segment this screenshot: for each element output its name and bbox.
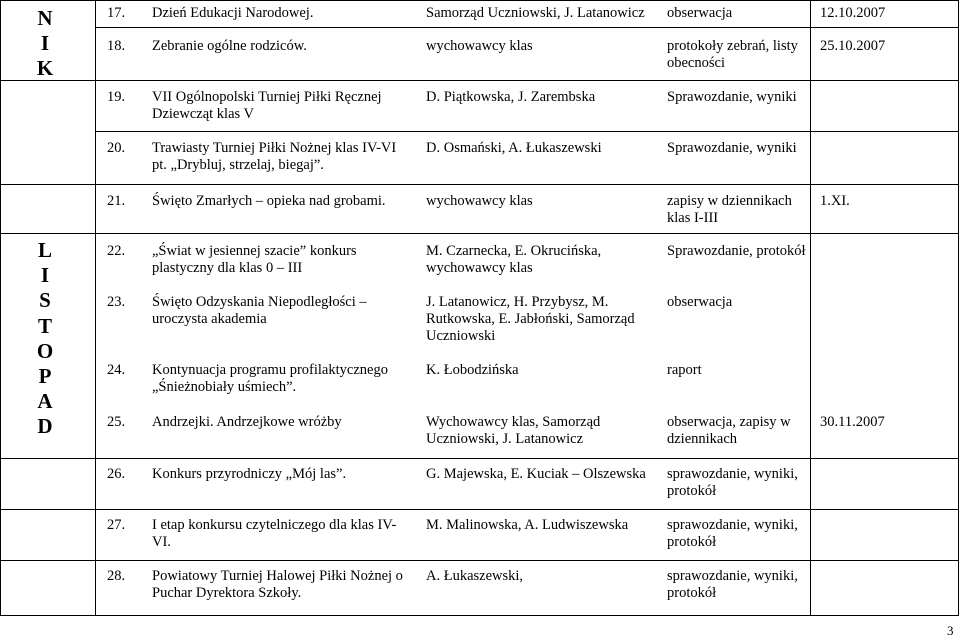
- responsible: A. Łukaszewski,: [426, 568, 524, 584]
- month-letter: N: [37, 6, 53, 30]
- event-date: 12.10.2007: [820, 5, 886, 21]
- responsible: D. Osmański, A. Łukaszewski: [426, 140, 602, 156]
- row-number: 20.: [107, 140, 126, 156]
- documentation: Sprawozdanie, protokół: [667, 243, 806, 259]
- rule: [95, 0, 96, 615]
- event-title: Święto Odzyskania Niepodległości –: [152, 294, 367, 310]
- rule: [0, 560, 959, 561]
- documentation: klas I-III: [667, 210, 719, 226]
- rule: [0, 184, 959, 185]
- rule: [0, 0, 959, 1]
- row-number: 19.: [107, 89, 126, 105]
- row-number: 25.: [107, 414, 126, 430]
- responsible: M. Czarnecka, E. Okrucińska,: [426, 243, 602, 259]
- month-letter: L: [37, 238, 52, 262]
- event-title: plastyczny dla klas 0 – III: [152, 260, 303, 276]
- event-title: „Świat w jesiennej szacie” konkurs: [152, 243, 357, 259]
- row-number: 28.: [107, 568, 126, 584]
- event-title: VII Ogólnopolski Turniej Piłki Ręcznej: [152, 89, 382, 105]
- rule: [0, 80, 959, 81]
- month-letter: O: [36, 339, 54, 363]
- responsible: wychowawcy klas: [426, 193, 533, 209]
- responsible: Wychowawcy klas, Samorząd: [426, 414, 601, 430]
- responsible: Samorząd Uczniowski, J. Latanowicz: [426, 5, 645, 21]
- rule: [0, 0, 1, 615]
- row-number: 23.: [107, 294, 126, 310]
- page-number: 3: [947, 623, 954, 638]
- documentation: raport: [667, 362, 702, 378]
- month-letter: D: [37, 414, 53, 438]
- month-letter: I: [40, 31, 50, 55]
- month-letter: P: [38, 364, 52, 388]
- event-title: Dzień Edukacji Narodowej.: [152, 5, 314, 21]
- responsible: J. Latanowicz, H. Przybysz, M.: [426, 294, 609, 310]
- responsible: Rutkowska, E. Jabłoński, Samorząd: [426, 311, 635, 327]
- responsible: Uczniowski, J. Latanowicz: [426, 431, 584, 447]
- responsible: G. Majewska, E. Kuciak – Olszewska: [426, 466, 646, 482]
- responsible: Uczniowski: [426, 328, 496, 344]
- event-title: Trawiasty Turniej Piłki Nożnej klas IV-VI: [152, 140, 397, 156]
- responsible: wychowawcy klas: [426, 38, 533, 54]
- month-letter: A: [37, 389, 53, 413]
- rule: [810, 0, 811, 615]
- row-number: 26.: [107, 466, 126, 482]
- rule: [95, 27, 959, 28]
- documentation: protokół: [667, 534, 717, 550]
- event-title: Zebranie ogólne rodziców.: [152, 38, 307, 54]
- documentation: Sprawozdanie, wyniki: [667, 89, 797, 105]
- month-letter: T: [37, 314, 52, 338]
- month-letter: K: [36, 56, 54, 80]
- responsible: D. Piątkowska, J. Zarembska: [426, 89, 596, 105]
- month-letter: I: [40, 263, 50, 287]
- event-title: Powiatowy Turniej Halowej Piłki Nożnej o: [152, 568, 403, 584]
- event-title: I etap konkursu czytelniczego dla klas IV-: [152, 517, 397, 533]
- documentation: obserwacja: [667, 5, 733, 21]
- rule: [0, 615, 959, 616]
- rule: [95, 131, 959, 132]
- event-title: Konkurs przyrodniczy „Mój las”.: [152, 466, 347, 482]
- documentation: zapisy w dziennikach: [667, 193, 792, 209]
- event-title: uroczysta akademia: [152, 311, 267, 327]
- event-title: Puchar Dyrektora Szkoły.: [152, 585, 302, 601]
- event-title: Święto Zmarłych – opieka nad grobami.: [152, 193, 386, 209]
- row-number: 24.: [107, 362, 126, 378]
- documentation: protokoły zebrań, listy: [667, 38, 798, 54]
- documentation: protokół: [667, 483, 717, 499]
- documentation: dziennikach: [667, 431, 738, 447]
- event-title: Dziewcząt klas V: [152, 106, 254, 122]
- rule: [0, 458, 959, 459]
- documentation: Sprawozdanie, wyniki: [667, 140, 797, 156]
- documentation: sprawozdanie, wyniki,: [667, 517, 798, 533]
- documentation: sprawozdanie, wyniki,: [667, 466, 798, 482]
- event-date: 25.10.2007: [820, 38, 886, 54]
- row-number: 21.: [107, 193, 126, 209]
- event-title: pt. „Drybluj, strzelaj, biegaj”.: [152, 157, 324, 173]
- row-number: 18.: [107, 38, 126, 54]
- responsible: K. Łobodzińska: [426, 362, 519, 378]
- row-number: 22.: [107, 243, 126, 259]
- documentation: sprawozdanie, wyniki,: [667, 568, 798, 584]
- rule: [0, 233, 959, 234]
- event-title: „Śnieżnobiały uśmiech”.: [152, 379, 297, 395]
- responsible: wychowawcy klas: [426, 260, 533, 276]
- event-date: 1.XI.: [820, 193, 850, 209]
- event-title: VI.: [152, 534, 171, 550]
- event-title: Andrzejki. Andrzejkowe wróżby: [152, 414, 342, 430]
- documentation: protokół: [667, 585, 717, 601]
- month-letter: S: [39, 288, 51, 312]
- event-date: 30.11.2007: [820, 414, 885, 430]
- event-title: Kontynuacja programu profilaktycznego: [152, 362, 388, 378]
- rule: [0, 509, 959, 510]
- documentation: obecności: [667, 55, 725, 71]
- row-number: 27.: [107, 517, 126, 533]
- responsible: M. Malinowska, A. Ludwiszewska: [426, 517, 629, 533]
- documentation: obserwacja, zapisy w: [667, 414, 791, 430]
- row-number: 17.: [107, 5, 126, 21]
- documentation: obserwacja: [667, 294, 733, 310]
